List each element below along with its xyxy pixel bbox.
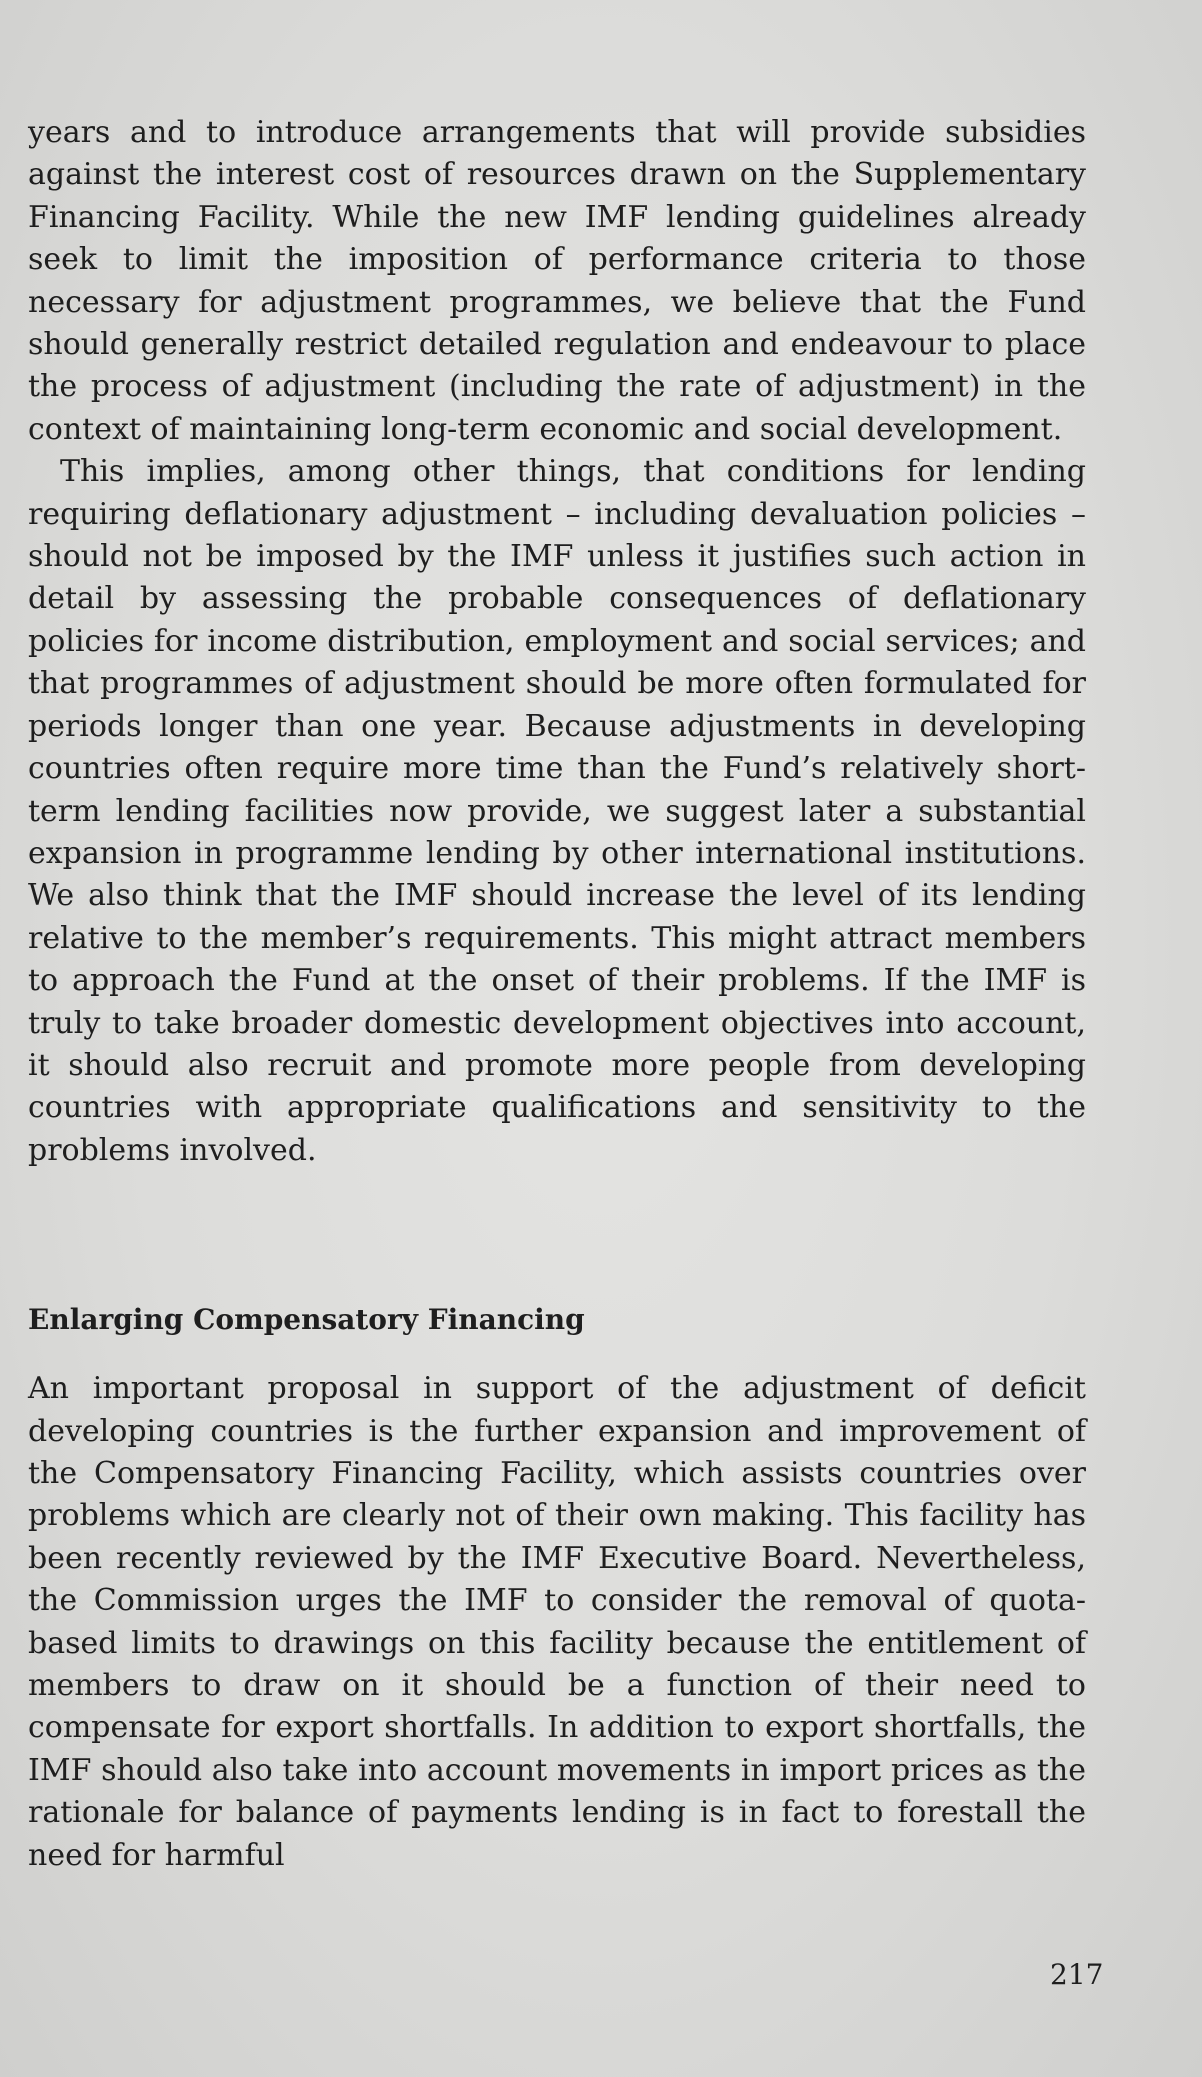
paragraph-continued: years and to introduce arrangements that will provide subsidies against the interest cost of resources drawn on the Supplementary Financing Facility. While the new IMF lending guidelines already seek to limit the imposition of performance criteria to those necessary for adjustment programmes, we believe that the Fund should generally restrict detailed regulation and endeavour to place the process of adjustment (including the rate of adjustment) in the context of maintaining long-term economic and social development. — [28, 115, 1086, 447]
paragraph-conditions: This implies, among other things, that conditions for lending requiring deflationary adjustment – including devaluation policies – should not be imposed by the IMF unless it justifies such action in detail by assessing the probable consequences of deflationary policies for income distribution, employment and social services; and that programmes of adjustment should be more often formulated for periods longer than one year. Because adjustments in developing countries often require more time than the Fund’s relatively short-term lending facilities now provide, we suggest later a substantial expansion in programme lending by other international institutions. We also think that the IMF should increase the level of its lending relative to the member’s requirements. This might attract members to approach the Fund at the onset of their problems. If the IMF is truly to take broader domestic development objectives into account, it should also recruit and promote more people from developing countries with appropriate qualifications and sensitivity to the problems involved. — [28, 454, 1086, 1168]
section-heading: Enlarging Compensatory Financing — [28, 1303, 585, 1337]
paragraph-compensatory-financing: An important proposal in support of the adjustment of deficit developing countries is the further expansion and improvement of the Compensatory Financing Facility, which assists countries over problems which are clearly not of their own making. This facility has been recently reviewed by the IMF Executive Board. Nevertheless, the Commission urges the IMF to consider the removal of quota-based limits to drawings on this facility because the entitlement of members to draw on it should be a function of their need to compensate for export shortfalls. In addition to export shortfalls, the IMF should also take into account movements in import prices as the rationale for balance of payments lending is in fact to forestall the need for harmful — [28, 1371, 1086, 1873]
page-content — [28, 112, 1086, 1877]
page-number: 217 — [1050, 1958, 1104, 1991]
